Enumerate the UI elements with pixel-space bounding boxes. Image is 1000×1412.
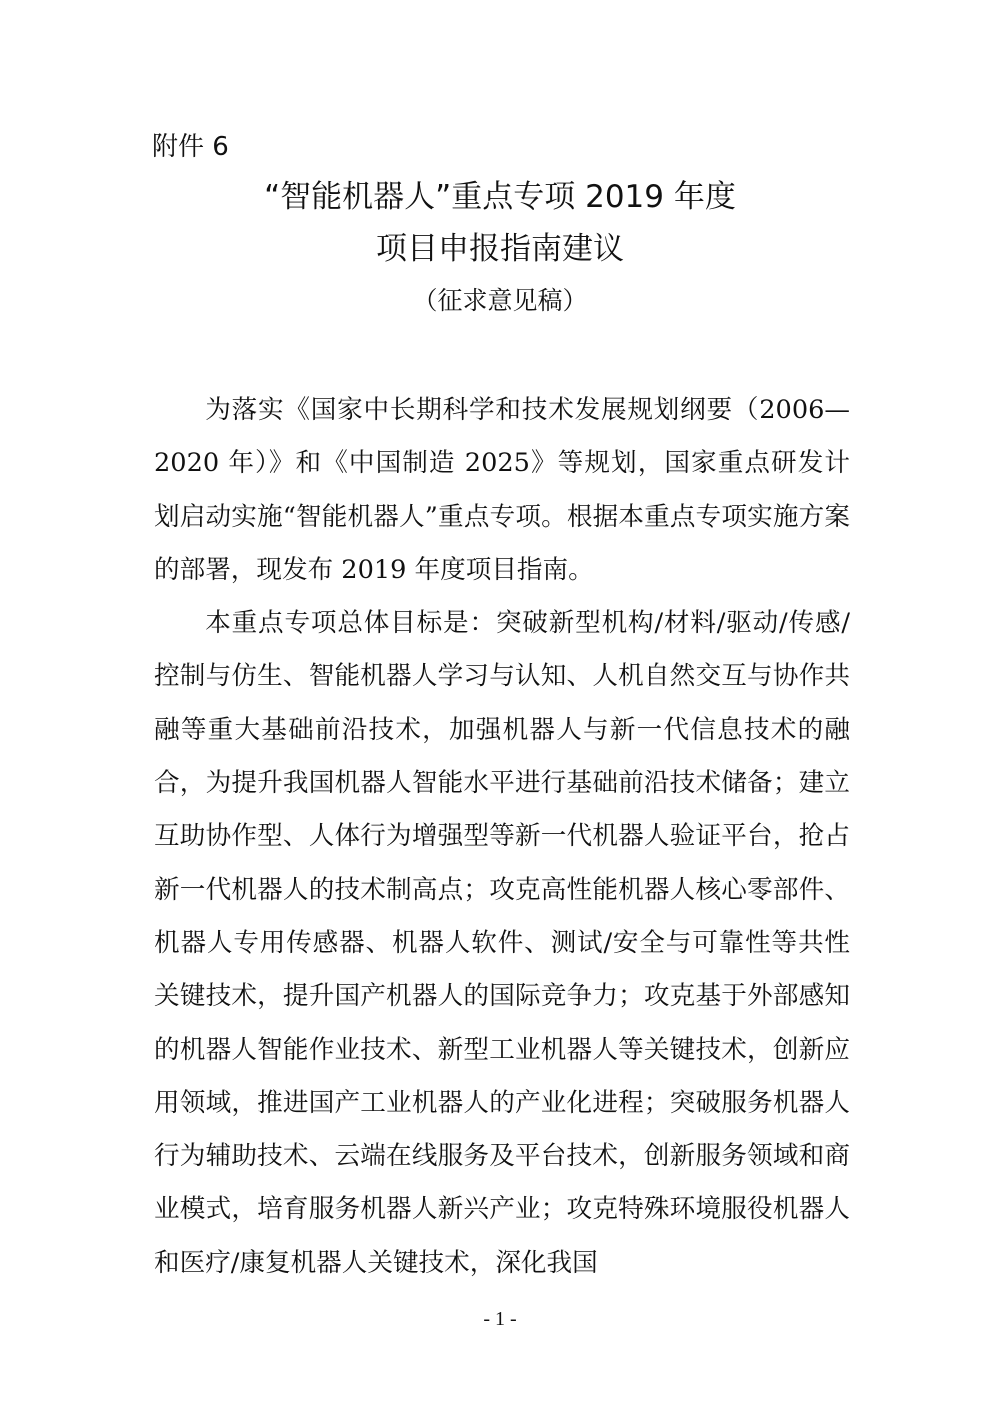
document-title-line-1: “智能机器人”重点专项 2019 年度 [264, 179, 736, 215]
page-number: - 1 - [483, 1308, 517, 1330]
document-body [154, 384, 850, 1290]
document-title-line-2: 项目申报指南建议 [376, 231, 624, 267]
body-paragraph: 为落实《国家中长期科学和技术发展规划纲要（2006—2020 年）》和《中国制造 2025》等规划，国家重点研发计划启动实施“智能机器人”重点专项。根据本重点专项实施方案的部署，现发布 2019 年度项目指南。 [154, 395, 850, 585]
document-subtitle: （征求意见稿） [412, 286, 588, 315]
body-paragraph: 本重点专项总体目标是：突破新型机构/材料/驱动/传感/控制与仿生、智能机器人学习与认知、人机自然交互与协作共融等重大基础前沿技术，加强机器人与新一代信息技术的融合，为提升我国机器人智能水平进行基础前沿技术储备；建立互助协作型、人体行为增强型等新一代机器人验证平台，抢占新一代机器人的技术制高点；攻克高性能机器人核心零部件、机器人专用传感器、机器人软件、测试/安全与可靠性等共性关键技术，提升国产机器人的国际竞争力；攻克基于外部感知的机器人智能作业技术、新型工业机器人等关键技术，创新应用领域，推进国产工业机器人的产业化进程；突破服务机器人行为辅助技术、云端在线服务及平台技术，创新服务领域和商业模式，培育服务机器人新兴产业；攻克特殊环境服役机器人和医疗/康复机器人关键技术，深化我国 [154, 608, 850, 1278]
attachment-label: 附件 6 [152, 132, 229, 162]
